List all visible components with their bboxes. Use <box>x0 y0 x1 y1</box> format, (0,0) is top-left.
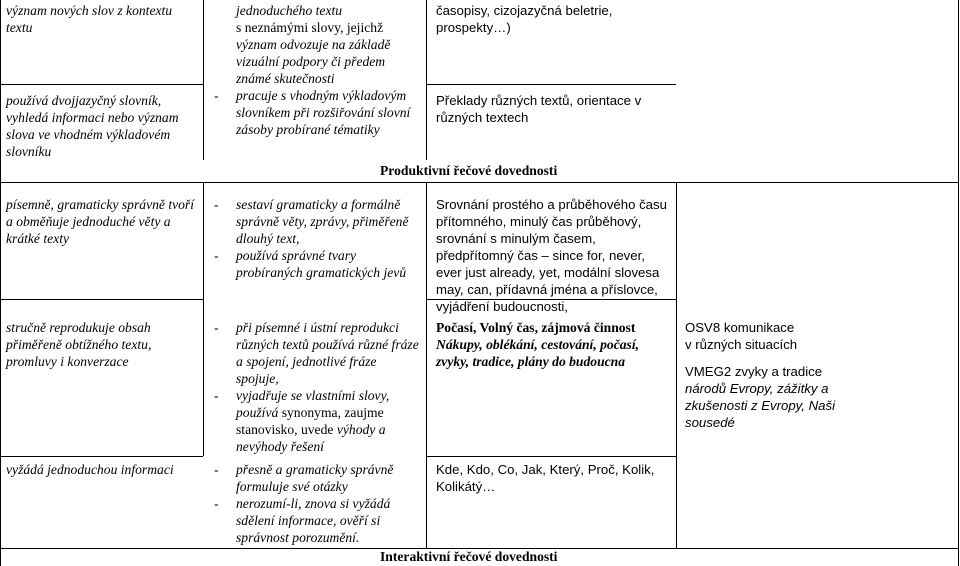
divider-col1 <box>203 0 204 160</box>
outcome-3: písemně, gramaticky správně tvoří a obměňuje jednoduché věty a krátké texty <box>6 197 195 246</box>
dash: - <box>214 88 219 103</box>
topic-4 <box>436 319 672 370</box>
curriculum-lower <box>211 196 421 281</box>
divider-col1-lower <box>203 182 204 456</box>
topic-4-bold-italic: Nákupy, oblékání, cestování, počasí, zvyky, tradice, plány do budoucna <box>436 337 640 369</box>
crosscurricular <box>685 319 875 431</box>
curriculum-item-2: - sestaví gramaticky a formálně správně věty, zprávy, přiměřeně dlouhý text, <box>214 197 409 246</box>
topic-4-bold: Počasí, Volný čas, zájmová činnost <box>436 320 636 335</box>
rule-1 <box>0 84 203 85</box>
curriculum-item-7: - nerozumí-li, znova si vyžádá sdělení informace, ověří si správnost porozumění. <box>214 496 391 545</box>
outcome-4: stručně reprodukuje obsah přiměřeně obtížného textu, promluvy i konverzace <box>6 320 152 369</box>
divider-col3-lower <box>676 182 677 548</box>
cc-line-2: v různých situacích <box>685 337 798 352</box>
divider-col2-lower <box>426 182 427 548</box>
curriculum-line-1: jednoduchého textu <box>236 3 343 18</box>
cc-line-3: VMEG2 zvyky a tradice <box>685 364 823 379</box>
curriculum-item-5: - vyjadřuje se vlastními slovy, používá synonyma, zaujme stanovisko, uvede výhody a nevýhody řešení <box>214 388 390 454</box>
heading-produktivni: Produktivní řečové dovednosti <box>380 163 558 178</box>
divider-col2 <box>426 0 427 160</box>
curriculum-line-3: význam odvozuje na základě vizuální podpory či předem známé skutečnosti <box>236 37 391 86</box>
outcome-1: význam nových slov z kontextu textu <box>6 3 173 35</box>
rule-2 <box>426 84 676 85</box>
rule-7 <box>426 456 676 457</box>
topic-1: časopisy, cizojazyčná beletrie, prospekty…) <box>436 3 613 35</box>
topic-3: Srovnání prostého a průběhového času přítomného, minulý čas průběhový, srovnání s minulým časem, předpřítomný čas – since for, never, ever just already, yet, modální slovesa may, can, přídavná jména a příslovce, vyjádření budoucnosti, <box>436 197 667 314</box>
curriculum-item-1: - pracuje s vhodným výkladovým slovníkem při rozšiřování slovní zásoby probírané tématiky <box>214 88 411 137</box>
curriculum-item-4: - při písemné i ústní reprodukci různých textů používá různé fráze a spojení, jednotlivé fráze spojuje, <box>214 320 419 386</box>
cc-line-4: národů Evropy, zážitky a zkušenosti z Evropy, Naši sousedé <box>685 381 836 430</box>
curriculum-lower-2 <box>211 319 421 455</box>
outcome-2: používá dvojjazyčný slovník, vyhledá informaci nebo význam slova ve vhodném výkladovém slovníku <box>6 93 179 159</box>
cc-line-1: OSV8 komunikace <box>685 320 795 335</box>
rule-3 <box>0 182 959 183</box>
curriculum-top <box>211 2 416 138</box>
outcome-5: vyžádá jednoduchou informaci <box>6 462 174 477</box>
curriculum-item-3: - používá správné tvary probíraných gramatických jevů <box>214 248 407 280</box>
rule-4 <box>0 299 203 300</box>
curriculum-line-2: s neznámými slovy, jejichž <box>236 20 384 35</box>
curriculum-item-6: - přesně a gramaticky správně formuluje své otázky <box>214 462 394 494</box>
border-right <box>958 0 959 566</box>
topic-5: Kde, Kdo, Co, Jak, Který, Proč, Kolik, Kolikátý… <box>436 462 655 494</box>
topic-2: Překlady různých textů, orientace v různých textech <box>436 93 642 125</box>
rule-6 <box>0 456 203 457</box>
curriculum-lower-3 <box>211 461 421 546</box>
heading-interaktivni: Interaktivní řečové dovednosti <box>380 549 558 564</box>
